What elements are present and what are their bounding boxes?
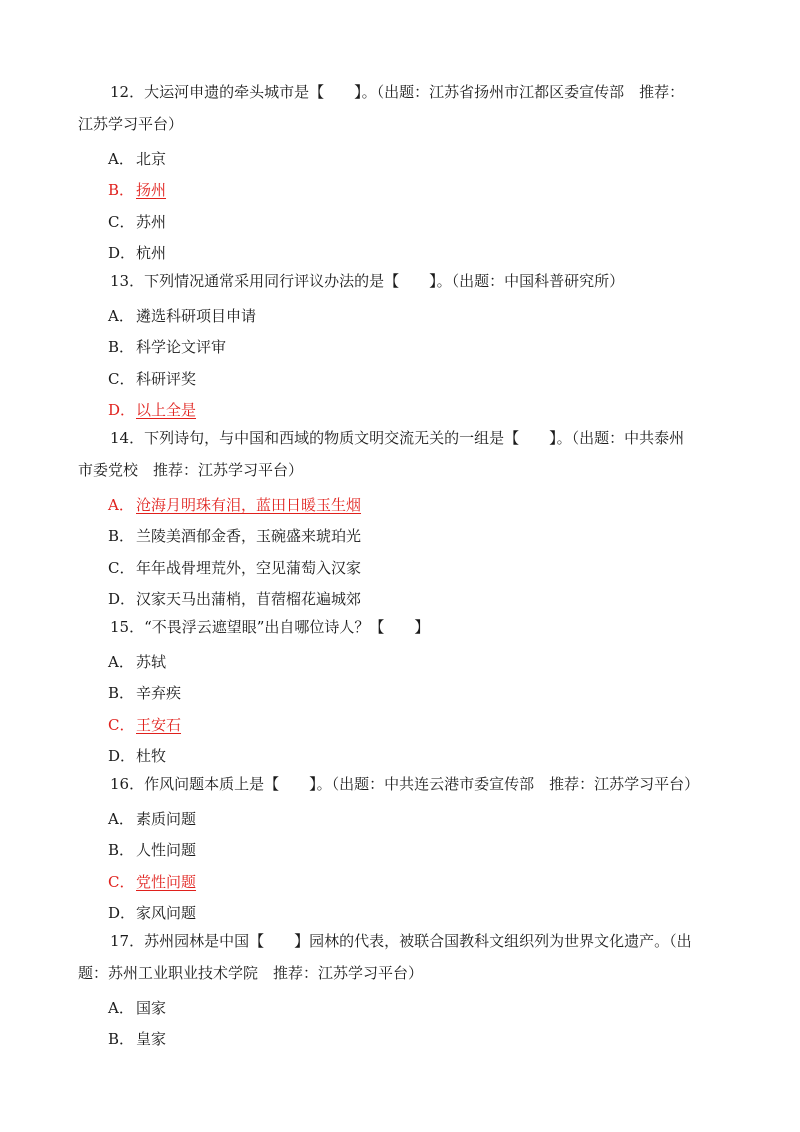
question-13-option-b — [108, 336, 226, 357]
question-15-option-c-correct — [108, 714, 181, 735]
question-12-option-d — [108, 242, 166, 263]
option-letter: A． — [108, 810, 134, 828]
question-13-option-a — [108, 305, 256, 326]
option-text: 杭州 — [136, 244, 167, 262]
option-letter: D． — [108, 401, 136, 419]
question-14-option-a-correct — [108, 494, 361, 515]
option-letter: C． — [108, 559, 135, 577]
option-text: 汉家天马出蒲梢，苜蓿榴花遍城郊 — [136, 590, 362, 608]
question-15-line1: 15．“不畏浮云遮望眼”出自哪位诗人？【 】 — [110, 618, 430, 636]
option-letter: B． — [108, 684, 135, 702]
question-14-option-b — [108, 525, 361, 546]
option-text: 皇家 — [136, 1030, 167, 1048]
question-15-option-b — [108, 682, 181, 703]
question-12-option-a — [108, 148, 166, 169]
option-text: 兰陵美酒郁金香，玉碗盛来琥珀光 — [136, 527, 362, 545]
question-14-line1: 14．下列诗句，与中国和西域的物质文明交流无关的一组是【 】。（出题：中共泰州 — [110, 429, 685, 447]
question-15-option-a — [108, 651, 166, 672]
option-letter: C． — [108, 716, 135, 734]
option-letter: D． — [108, 904, 136, 922]
option-text: 沧海月明珠有泪，蓝田日暖玉生烟 — [136, 496, 362, 514]
question-12-option-c — [108, 211, 166, 232]
question-16-option-c-correct — [108, 871, 196, 892]
option-letter: B． — [108, 527, 135, 545]
option-text: 辛弃疾 — [136, 684, 182, 702]
question-13-option-c — [108, 368, 196, 389]
option-letter: B． — [108, 841, 135, 859]
option-letter: A． — [108, 307, 134, 325]
question-14-option-c — [108, 557, 361, 578]
option-text: 年年战骨埋荒外，空见蒲萄入汉家 — [136, 559, 362, 577]
option-text: 科研评奖 — [136, 370, 197, 388]
option-letter: B． — [108, 338, 135, 356]
option-text: 科学论文评审 — [136, 338, 227, 356]
option-letter: B． — [108, 1030, 135, 1048]
option-text: 扬州 — [136, 181, 167, 199]
option-letter: D． — [108, 747, 136, 765]
option-letter: D． — [108, 590, 136, 608]
question-12-line2: 江苏学习平台） — [78, 115, 184, 133]
option-text: 国家 — [136, 999, 167, 1017]
question-17-option-a — [108, 997, 166, 1018]
question-17-option-b — [108, 1028, 166, 1049]
option-text: 遴选科研项目申请 — [136, 307, 257, 325]
option-letter: A． — [108, 653, 134, 671]
question-12-line1: 12．大运河申遗的牵头城市是【 】。（出题：江苏省扬州市江都区委宣传部 推荐： — [110, 83, 685, 101]
question-17-line1: 17．苏州园林是中国【 】园林的代表，被联合国教科文组织列为世界文化遗产。（出 — [110, 932, 692, 950]
option-letter: A． — [108, 999, 134, 1017]
question-15-option-d — [108, 745, 166, 766]
option-text: 以上全是 — [136, 401, 197, 419]
question-12-option-b-correct — [108, 179, 166, 200]
option-text: 人性问题 — [136, 841, 197, 859]
question-14-line2: 市委党校 推荐：江苏学习平台） — [78, 461, 304, 479]
option-letter: B． — [108, 181, 135, 199]
question-14-option-d — [108, 588, 361, 609]
question-16-line1: 16．作风问题本质上是【 】。（出题：中共连云港市委宣传部 推荐：江苏学习平台） — [110, 775, 700, 793]
option-text: 北京 — [136, 150, 167, 168]
option-letter: A． — [108, 496, 134, 514]
option-letter: A． — [108, 150, 134, 168]
question-17-line2: 题：苏州工业职业技术学院 推荐：江苏学习平台） — [78, 964, 424, 982]
option-text: 苏轼 — [136, 653, 167, 671]
option-text: 党性问题 — [136, 873, 197, 891]
option-letter: C． — [108, 873, 135, 891]
option-text: 素质问题 — [136, 810, 197, 828]
option-letter: C． — [108, 370, 135, 388]
option-text: 杜牧 — [136, 747, 167, 765]
question-13-line1: 13．下列情况通常采用同行评议办法的是【 】。（出题：中国科普研究所） — [110, 272, 625, 290]
option-text: 家风问题 — [136, 904, 197, 922]
question-16-option-d — [108, 902, 196, 923]
question-13-option-d-correct — [108, 399, 196, 420]
option-text: 苏州 — [136, 213, 167, 231]
question-16-option-a — [108, 808, 196, 829]
question-16-option-b — [108, 839, 196, 860]
option-letter: D． — [108, 244, 136, 262]
option-letter: C． — [108, 213, 135, 231]
option-text: 王安石 — [136, 716, 182, 734]
